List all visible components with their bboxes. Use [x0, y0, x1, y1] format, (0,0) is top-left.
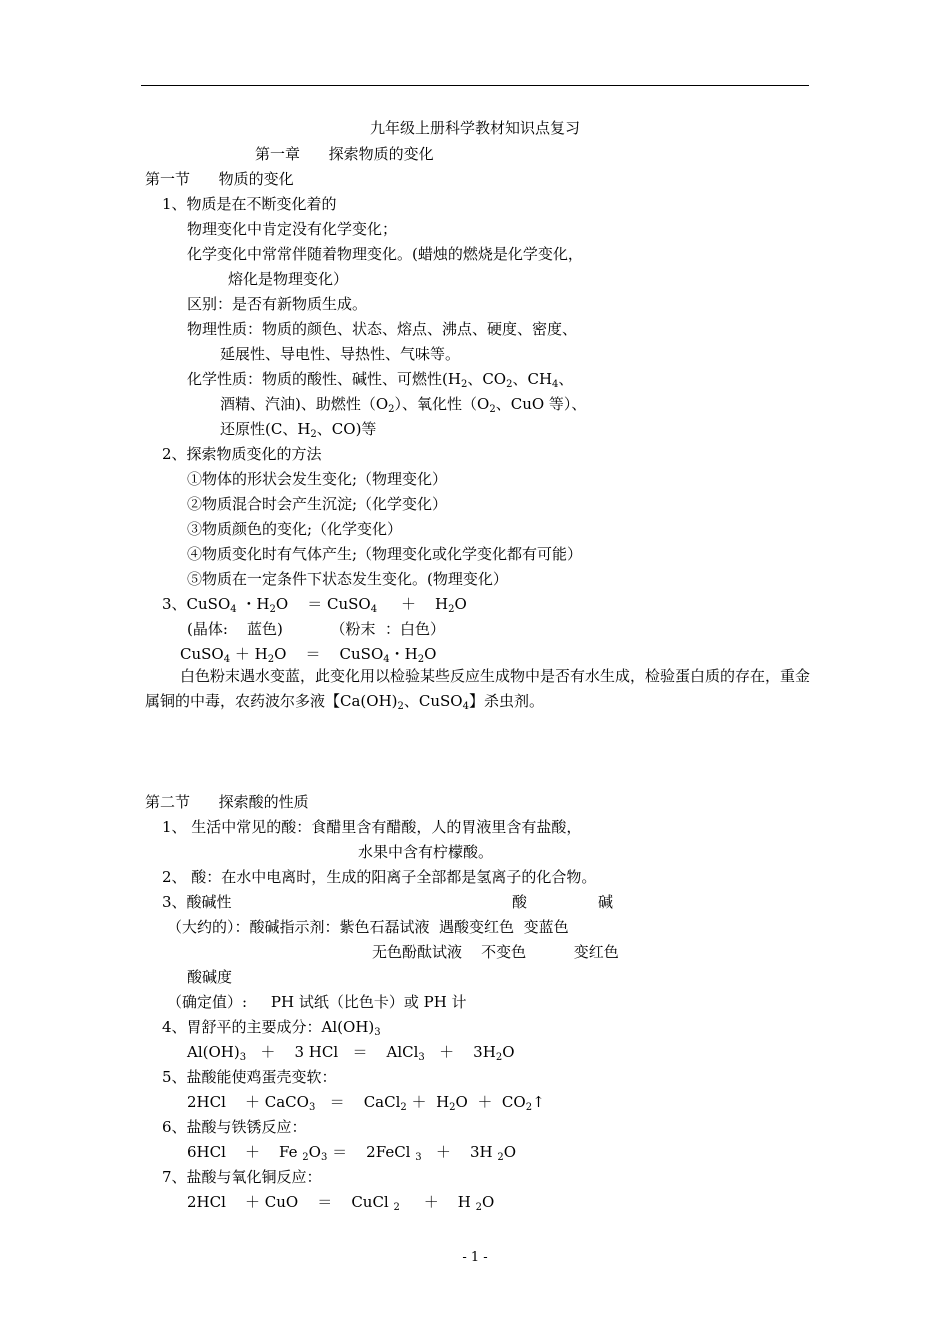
chemical-properties-line: 酒精、汽油)、助燃性$(O_2)$、氧化性（$O_2$、CuO 等）、: [220, 395, 587, 415]
equation: 6HCl ＋ Fe $_2O_3$ ＝ 2FeCl $_3$ ＋ 3H $_2$O: [187, 1143, 517, 1163]
equation: 2HCl ＋ CaCO$_3$ ＝ CaCl$_2$ ＋ $H_2O$ ＋ $CO_2↑$: [187, 1093, 545, 1113]
equation: 2HCl ＋ CuO ＝ CuCl $_2$ ＋ H $_2$O: [187, 1193, 495, 1213]
page-number: - 1 -: [462, 1250, 488, 1265]
equation: $Al(OH)_3$ ＋ 3 HCl ＝ AlCl$_3$ ＋ $3H_2O$: [187, 1043, 515, 1063]
text-line: 延展性、导电性、导热性、气味等。: [220, 345, 461, 363]
section-heading: 第二节 探索酸的性质: [145, 793, 309, 811]
text-line: ⑤物质在一定条件下状态发生变化。(物理变化）: [187, 570, 508, 588]
column-label-base: 碱: [598, 893, 614, 911]
text-line: 化学变化中常常伴随着物理变化。(蜡烛的燃烧是化学变化，: [187, 245, 583, 263]
text-line: （确定值）: PH 试纸（比色卡）或 PH 计: [167, 993, 467, 1011]
list-item: 3、酸碱性: [162, 893, 232, 911]
list-item: 7、盐酸与氧化铜反应：: [162, 1168, 322, 1186]
text-line: ②物质混合时会产生沉淀;（化学变化）: [187, 495, 448, 513]
chapter-title: 第一章 探索物质的变化: [255, 145, 434, 163]
equation: CuSO$_4$ ＋ $H_2O$ ＝ CuSO$_4$・$H_2O$: [180, 645, 437, 665]
list-item: 6、盐酸与铁锈反应：: [162, 1118, 307, 1136]
equation: 3、CuSO$_4$ ・$H_2O$ ＝ CuSO$_4$ ＋ $H_2O$: [162, 595, 467, 615]
text-line: 水果中含有柠檬酸。: [358, 843, 494, 861]
section-heading: 第一节 物质的变化: [145, 170, 294, 188]
paragraph: 白色粉末遇水变蓝，此变化用以检验某些反应生成物中是否有水生成，检验蛋白质的存在，重金属铜的中毒，农药波尔多液【$Ca(OH)_2$、CuSO$_4$】杀虫剂。: [145, 667, 811, 712]
chemical-properties-line: 还原性(C、$H_2$、CO)等: [220, 420, 377, 440]
text-line: 区别：是否有新物质生成。: [187, 295, 368, 313]
text-line: (晶体: 蓝色) （粉末 ：白色）: [187, 620, 446, 638]
list-item: 4、胃舒平的主要成分：$Al(OH)_3$: [162, 1018, 381, 1038]
text-line: 物理性质：物质的颜色、状态、熔点、沸点、硬度、密度、: [187, 320, 578, 338]
text-line: 物理变化中肯定没有化学变化；: [187, 220, 398, 238]
chemical-properties-line: 化学性质：物质的酸性、碱性、可燃性($H_2$、$CO_2$、$CH_4$、: [187, 370, 574, 390]
list-item: 2、探索物质变化的方法: [162, 445, 322, 463]
header-rule: [141, 85, 809, 86]
text-line: 熔化是物理变化）: [228, 270, 349, 288]
text-line: ④物质变化时有气体产生;（物理变化或化学变化都有可能）: [187, 545, 583, 563]
text-line: 酸碱度: [187, 968, 233, 986]
list-item: 5、盐酸能使鸡蛋壳变软：: [162, 1068, 337, 1086]
doc-title: 九年级上册科学教材知识点复习: [369, 119, 580, 137]
list-item: 1、 生活中常见的酸：食醋里含有醋酸，人的胃液里含有盐酸，: [162, 818, 582, 836]
text-line: ③物质颜色的变化;（化学变化）: [187, 520, 403, 538]
list-item: 1、物质是在不断变化着的: [162, 195, 337, 213]
text-line: 无色酚酞试液 不变色 变红色: [372, 943, 619, 961]
text-line: ①物体的形状会发生变化;（物理变化）: [187, 470, 448, 488]
list-item: 2、 酸：在水中电离时，生成的阳离子全部都是氢离子的化合物。: [162, 868, 597, 886]
column-label-acid: 酸: [512, 893, 528, 911]
text-line: （大约的）：酸碱指示剂：紫色石磊试液 遇酸变红色 变蓝色: [167, 918, 569, 936]
